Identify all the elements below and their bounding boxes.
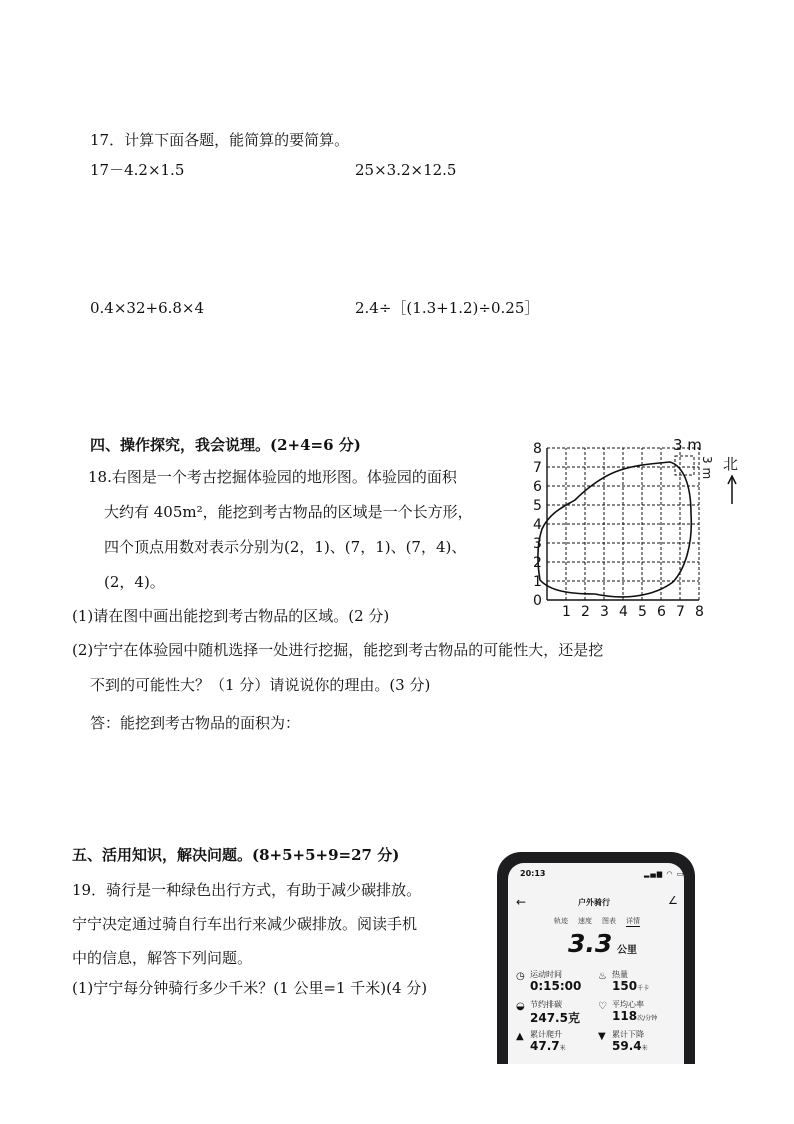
y-tick-label: 6 xyxy=(533,479,542,495)
q17-expression-1: 17－4.2×1.5 xyxy=(90,161,185,179)
stat-label-calories: 热量 xyxy=(612,970,628,979)
stat-value-carbon: 247.5克 xyxy=(530,1011,580,1025)
share-icon[interactable]: ∠ xyxy=(668,894,678,907)
q17-expression-4: 2.4÷［(1.3+1.2)÷0.25］ xyxy=(355,299,540,317)
phone-frame xyxy=(497,852,695,1064)
descent-number: 59.4 xyxy=(612,1039,642,1053)
q17-expression-3: 0.4×32+6.8×4 xyxy=(90,299,205,317)
stat-label-carbon: 节约排碳 xyxy=(530,1000,562,1009)
q19-line-3: 中的信息，解答下列问题。 xyxy=(72,949,253,967)
screen-title: 户外骑行 xyxy=(578,898,610,907)
x-tick-label: 6 xyxy=(657,604,666,620)
q17-expression-2: 25×3.2×12.5 xyxy=(355,161,457,179)
q17-title: 17．计算下面各题，能简算的要简算。 xyxy=(90,131,350,149)
status-time: 20:13 xyxy=(520,869,546,878)
q19-sub1: (1)宁宁每分钟骑行多少千米？(1 公里=1 千米)(4 分) xyxy=(72,979,428,997)
stat-label-duration: 运动时间 xyxy=(530,970,562,979)
x-tick-label: 5 xyxy=(638,604,647,620)
y-tick-label: 8 xyxy=(533,441,542,457)
status-icons: ▂▄▆ ◠ ▭ xyxy=(644,870,684,878)
north-label: 北 xyxy=(723,455,739,473)
q18-sub2-line-1: (2)宁宁在体验园中随机选择一处进行挖掘，能挖到考古物品的可能性大，还是挖 xyxy=(72,641,604,659)
stat-label-ascent: 累计爬升 xyxy=(530,1030,562,1039)
descent-icon: ▼ xyxy=(598,1031,606,1042)
y-tick-label: 0 xyxy=(533,593,542,609)
distance-unit: 公里 xyxy=(617,945,637,956)
y-tick-label: 4 xyxy=(533,517,542,533)
y-tick-label: 7 xyxy=(533,460,542,476)
q18-line-1: 18.右图是一个考古挖掘体验园的地形图。体验园的面积 xyxy=(88,468,457,486)
descent-unit: 米 xyxy=(641,1045,648,1052)
tab-details[interactable]: 详情 xyxy=(626,917,640,925)
scale-top-label: 3 m xyxy=(673,436,702,454)
x-tick-label: 8 xyxy=(695,604,704,620)
distance-value: 3.3 xyxy=(568,929,613,958)
tab-speed[interactable]: 速度 xyxy=(578,917,592,925)
flame-icon: ♨ xyxy=(598,971,607,982)
terrain-grid-map xyxy=(525,434,765,620)
q18-line-4: (2，4)。 xyxy=(104,573,165,591)
clock-icon: ◷ xyxy=(516,971,525,982)
stat-value-descent xyxy=(612,1039,648,1053)
q19-line-1: 19．骑行是一种绿色出行方式，有助于减少碳排放。 xyxy=(72,881,422,899)
ascent-number: 47.7 xyxy=(530,1039,560,1053)
calories-number: 150 xyxy=(612,979,638,993)
stat-value-calories xyxy=(612,979,649,993)
y-tick-label: 2 xyxy=(533,555,542,571)
stat-value-ascent xyxy=(530,1039,566,1053)
back-arrow-icon[interactable]: ← xyxy=(516,895,527,909)
stat-value-duration: 0:15:00 xyxy=(530,979,582,993)
calories-unit: 千卡 xyxy=(637,985,650,992)
y-tick-label: 1 xyxy=(533,574,542,590)
heart-rate-icon: ♡ xyxy=(598,1001,607,1012)
climb-icon: ▲ xyxy=(516,1031,524,1042)
y-tick-label: 5 xyxy=(533,498,542,514)
q18-sub1: (1)请在图中画出能挖到考古物品的区域。(2 分) xyxy=(72,607,390,625)
q18-line-3: 四个顶点用数对表示分别为(2，1)、(7，1)、(7，4)、 xyxy=(104,538,467,556)
q19-line-2: 宁宁决定通过骑自行车出行来减少碳排放。阅读手机 xyxy=(72,915,418,933)
heart-rate-number: 118 xyxy=(612,1009,638,1023)
stat-value-heart-rate xyxy=(612,1009,657,1023)
tab-track[interactable]: 轨迹 xyxy=(554,917,568,925)
park-boundary xyxy=(538,462,691,597)
q18-answer-prompt: 答：能挖到考古物品的面积为： xyxy=(90,714,301,732)
stat-label-descent: 累计下降 xyxy=(612,1030,644,1039)
stat-label-heart-rate: 平均心率 xyxy=(612,1000,644,1009)
heart-rate-unit: 次/分钟 xyxy=(637,1015,658,1022)
section5-heading: 五、活用知识，解决问题。(8+5+5+9=27 分) xyxy=(72,846,400,864)
scale-side-label: 3 m xyxy=(700,456,714,480)
carbon-gauge-icon: ◒ xyxy=(516,1001,525,1012)
phone-screen xyxy=(508,863,684,1064)
x-tick-label: 3 xyxy=(600,604,609,620)
y-tick-label: 3 xyxy=(533,536,542,552)
scale-square xyxy=(675,456,694,475)
x-tick-label: 1 xyxy=(562,604,571,620)
tab-chart[interactable]: 图表 xyxy=(602,917,616,925)
q18-sub2-line-2: 不到的可能性大？（1 分）请说说你的理由。(3 分) xyxy=(90,676,431,694)
q18-line-2: 大约有 405m²，能挖到考古物品的区域是一个长方形， xyxy=(104,503,473,521)
section4-heading: 四、操作探究，我会说理。(2+4=6 分) xyxy=(90,436,361,454)
x-tick-label: 4 xyxy=(619,604,628,620)
x-tick-label: 2 xyxy=(581,604,590,620)
x-tick-label: 7 xyxy=(676,604,685,620)
ascent-unit: 米 xyxy=(559,1045,566,1052)
